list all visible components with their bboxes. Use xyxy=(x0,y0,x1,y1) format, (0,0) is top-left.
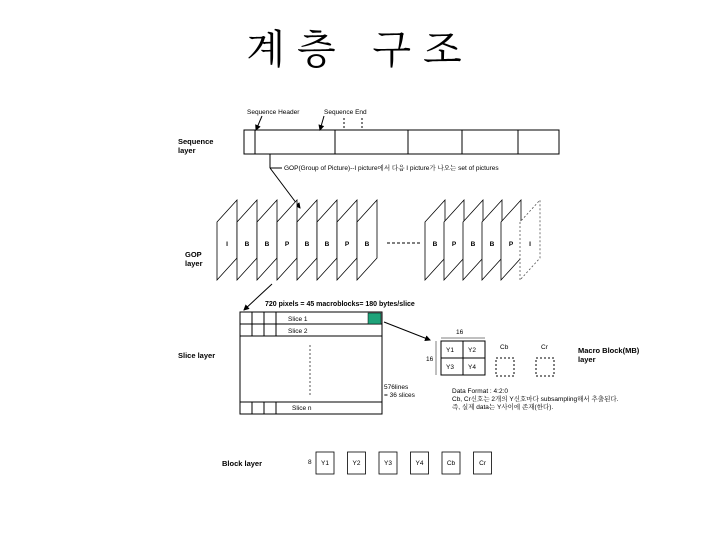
page-title: 계층 구조 xyxy=(246,27,474,73)
svg-text:B: B xyxy=(264,241,270,248)
gop-layer-label-line1: GOP xyxy=(185,250,202,259)
macroblock-y-group xyxy=(436,338,485,375)
slice-layer-label: Slice layer xyxy=(178,351,216,360)
mb-y2: Y2 xyxy=(468,347,476,354)
gop-frame-right-3 xyxy=(482,200,502,280)
svg-text:Y2: Y2 xyxy=(352,460,361,467)
mb-cb-block xyxy=(496,358,514,376)
svg-text:B: B xyxy=(470,241,476,248)
gop-frame-left-4 xyxy=(297,200,317,280)
svg-text:Y4: Y4 xyxy=(415,460,424,467)
macroblock-note-line2: Cb, Cr신호는 2개의 Y신호마다 subsampling해서 추출된다. xyxy=(452,396,619,403)
slice-n-label: Slice n xyxy=(292,405,312,412)
macroblock-layer-label-line1: Macro Block(MB) xyxy=(578,346,640,355)
gop-frames xyxy=(217,200,540,280)
svg-text:I: I xyxy=(529,241,531,248)
svg-text:P: P xyxy=(508,241,514,248)
sequence-end-label: Sequence End xyxy=(324,109,367,116)
block-y3 xyxy=(379,452,397,474)
slice-2-label: Slice 2 xyxy=(288,328,308,335)
block-cb xyxy=(442,452,460,474)
sequence-bar xyxy=(244,116,559,208)
block-size-label: 8 xyxy=(308,459,312,466)
gop-frame-right-1 xyxy=(444,200,464,280)
sequence-layer-label-line2: layer xyxy=(178,146,196,155)
slice-1-label: Slice 1 xyxy=(288,316,308,323)
svg-text:B: B xyxy=(364,241,370,248)
gop-frame-left-0 xyxy=(217,200,237,280)
svg-text:B: B xyxy=(489,241,495,248)
macroblock-layer-label-line2: layer xyxy=(578,355,596,364)
slice-to-mb-arrow xyxy=(384,322,430,340)
gop-frame-right-0 xyxy=(425,200,445,280)
sequence-header-label: Sequence Header xyxy=(247,109,300,116)
slice-lines-note-line2: = 36 slices xyxy=(384,392,415,399)
gop-frame-left-5 xyxy=(317,200,337,280)
mb-cr-block xyxy=(536,358,554,376)
svg-text:Y1: Y1 xyxy=(321,460,329,467)
svg-text:P: P xyxy=(344,241,350,248)
gop-frame-left-6 xyxy=(337,200,357,280)
mb-cb-label: Cb xyxy=(500,344,509,351)
svg-text:Y3: Y3 xyxy=(384,460,392,467)
gop-layer-label-line2: layer xyxy=(185,259,203,268)
svg-text:Cr: Cr xyxy=(479,460,486,467)
block-y4 xyxy=(411,452,429,474)
block-cr xyxy=(474,452,492,474)
svg-text:B: B xyxy=(304,241,310,248)
block-row xyxy=(316,452,492,474)
block-layer-label: Block layer xyxy=(222,459,263,468)
svg-text:Cb: Cb xyxy=(446,460,456,467)
gop-frame-left-1 xyxy=(237,200,257,280)
svg-text:B: B xyxy=(244,241,250,248)
gop-to-slice-arrow xyxy=(244,284,272,310)
gop-frame-right-5 xyxy=(520,200,540,280)
gop-frame-right-4 xyxy=(501,200,521,280)
mb-y1: Y1 xyxy=(446,347,454,354)
mb-cr-label: Cr xyxy=(541,344,548,351)
svg-text:I: I xyxy=(226,241,228,248)
svg-text:P: P xyxy=(451,241,457,248)
svg-text:P: P xyxy=(284,241,290,248)
mb-y3: Y3 xyxy=(446,364,454,371)
sequence-layer-label-line1: Sequence xyxy=(178,137,214,146)
gop-frame-right-2 xyxy=(463,200,483,280)
mb-y4: Y4 xyxy=(468,364,476,371)
slice-picture xyxy=(240,312,382,414)
mb-size-left: 16 xyxy=(426,356,434,363)
slice-lines-note-line1: 576lines xyxy=(384,384,409,391)
svg-text:B: B xyxy=(432,241,438,248)
mb-size-top: 16 xyxy=(456,329,464,336)
block-y1 xyxy=(316,452,334,474)
block-y2 xyxy=(348,452,366,474)
svg-text:B: B xyxy=(324,241,330,248)
macroblock-note-line1: Data Format : 4:2:0 xyxy=(452,388,508,395)
gop-note: GOP(Group of Picture)--I picture에서 다음 I picture가 나오는 set of pictures xyxy=(284,165,499,172)
highlighted-macroblock xyxy=(368,313,381,324)
macroblock-note-line3: 즉, 실제 data는 Y사이에 존재(한다). xyxy=(452,404,554,411)
slice-width-note: 720 pixels = 45 macroblocks= 180 bytes/slice xyxy=(265,301,415,308)
gop-frame-left-2 xyxy=(257,200,277,280)
gop-frame-left-7 xyxy=(357,200,377,280)
gop-frame-left-3 xyxy=(277,200,297,280)
